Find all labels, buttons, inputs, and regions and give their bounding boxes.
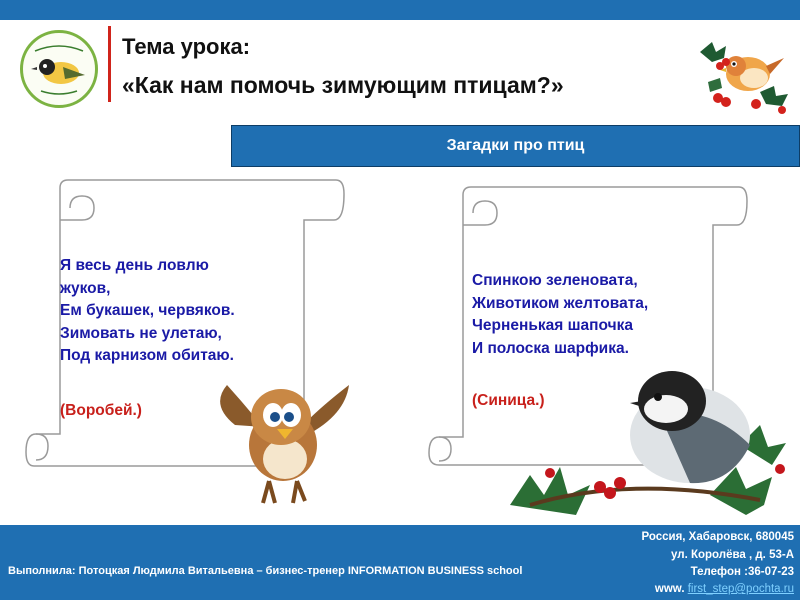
riddle-text-tit: Спинкою зеленовата, Животиком желтовата, Черненькая шапочка И полоска шарфика. [472, 272, 649, 357]
titmouse-illustration [510, 355, 800, 530]
footer-web-prefix: www. [654, 583, 685, 595]
header-divider [108, 26, 111, 102]
lesson-title: «Как нам помочь зимующим птицам?» [122, 72, 564, 98]
footer-author: Выполнила: Потоцкая Людмила Витальевна – бизнес-тренер INFORMATION BUSINESS school [8, 565, 523, 577]
footer-address-line1: Россия, Хабаровск, 680045 [641, 531, 794, 543]
riddle-answer-sparrow: (Воробей.) [60, 402, 142, 419]
footer-web [655, 583, 794, 595]
top-bar [0, 0, 800, 20]
holly-bird-decoration [690, 22, 800, 122]
riddle-answer-tit: (Синица.) [472, 392, 545, 409]
footer-web-link[interactable]: first_step@pochta.ru [687, 583, 794, 595]
riddle-text-sparrow: Я весь день ловлю жуков, Ем букашек, червяков. Зимовать не улетаю, Под карнизом обитаю. [60, 257, 235, 364]
footer-address-line2: ул. Королёва , д. 53-А [671, 549, 794, 561]
section-title: Загадки про птиц [231, 125, 800, 167]
sparrow-illustration [215, 365, 355, 515]
footer-phone: Телефон :36-07-23 [690, 566, 794, 578]
school-logo [20, 30, 98, 108]
lesson-label: Тема урока: [122, 34, 251, 59]
